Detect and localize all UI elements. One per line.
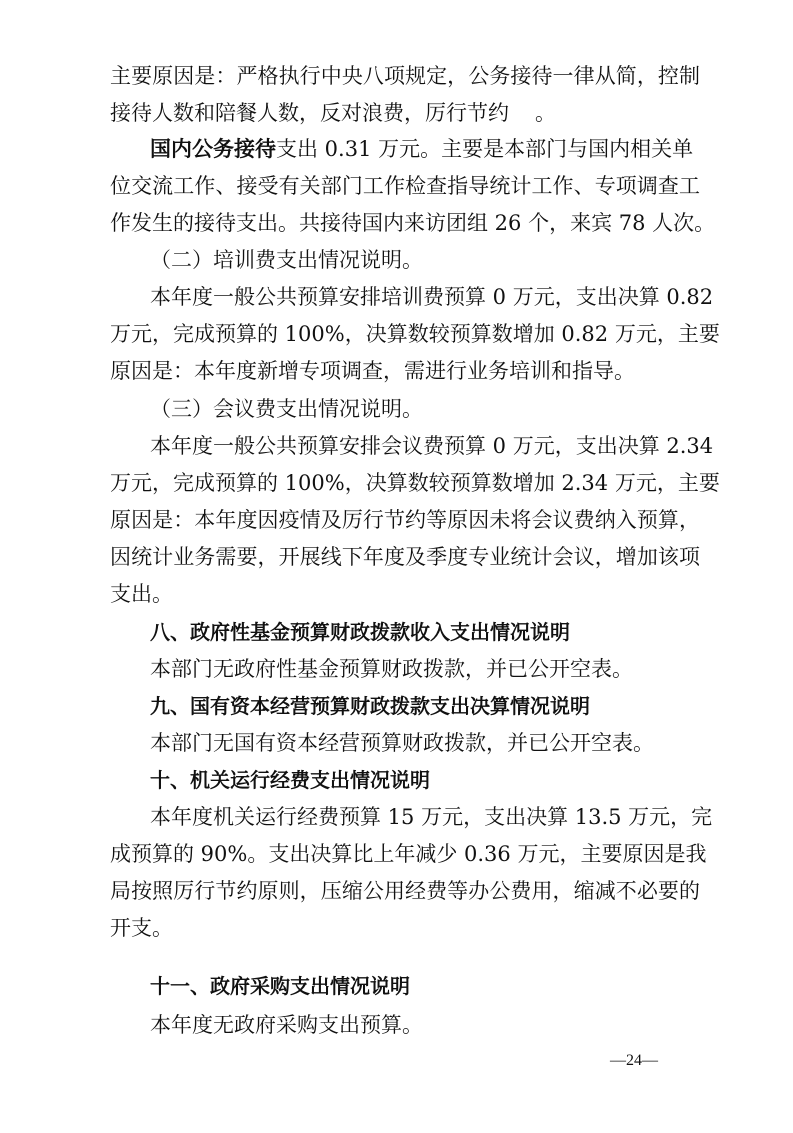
section-heading: 十、机关运行经费支出情况说明 (150, 768, 430, 792)
subsection-heading: （二）培训费支出情况说明。 (150, 248, 423, 272)
paragraph-line: 因统计业务需要，开展线下年度及季度专业统计会议，增加该项 (110, 545, 700, 569)
paragraph-line: 本部门无国有资本经营预算财政拨款，并已公开空表。 (150, 731, 654, 755)
paragraph-text: 接待人数和陪餐人数，反对浪费，厉行节约 (110, 101, 509, 125)
paragraph-line: 支出。 (110, 582, 173, 606)
paragraph-line: 开支。 (110, 916, 173, 940)
paragraph-line: 本年度机关运行经费预算 15 万元，支出决算 13.5 万元，完 (150, 805, 713, 829)
paragraph-line: 位交流工作、接受有关部门工作检查指导统计工作、专项调查工 (110, 174, 700, 198)
section-heading: 九、国有资本经营预算财政拨款支出决算情况说明 (150, 694, 590, 718)
paragraph-line: 原因是：本年度新增专项调查，需进行业务培训和指导。 (110, 359, 635, 383)
paragraph-line: 本年度一般公共预算安排会议费预算 0 万元，支出决算 2.34 (150, 434, 714, 458)
paragraph-line: 万元，完成预算的 100%，决算数较预算数增加 0.82 万元，主要 (110, 322, 720, 346)
paragraph-lead: 国内公务接待 (150, 137, 276, 161)
paragraph-line: 本部门无政府性基金预算财政拨款，并已公开空表。 (150, 657, 633, 681)
paragraph-line: 局按照厉行节约原则，压缩公用经费等办公费用，缩减不必要的 (110, 879, 700, 903)
paragraph-line: 本年度无政府采购支出预算。 (150, 1013, 423, 1037)
page-number: —24— (610, 1052, 658, 1069)
paragraph-line: 万元，完成预算的 100%，决算数较预算数增加 2.34 万元，主要 (110, 471, 720, 495)
paragraph-line: 主要原因是：严格执行中央八项规定，公务接待一律从简，控制 (110, 64, 700, 88)
paragraph-line (150, 135, 700, 165)
paragraph-line (110, 99, 700, 129)
section-heading: 十一、政府采购支出情况说明 (150, 974, 410, 998)
subsection-heading: （三）会议费支出情况说明。 (150, 397, 423, 421)
paragraph-line: 作发生的接待支出。共接待国内来访团组 26 个，来宾 78 人次。 (110, 211, 716, 235)
paragraph-line: 本年度一般公共预算安排培训费预算 0 万元，支出决算 0.82 (150, 285, 714, 309)
paragraph-line: 原因是：本年度因疫情及厉行节约等原因未将会议费纳入预算， (110, 508, 700, 532)
paragraph-end-mark: 。 (535, 101, 556, 125)
section-heading: 八、政府性基金预算财政拨款收入支出情况说明 (150, 620, 570, 644)
paragraph-text: 支出 0.31 万元。主要是本部门与国内相关单 (276, 137, 694, 161)
paragraph-line: 成预算的 90%。支出决算比上年减少 0.36 万元，主要原因是我 (110, 842, 707, 866)
